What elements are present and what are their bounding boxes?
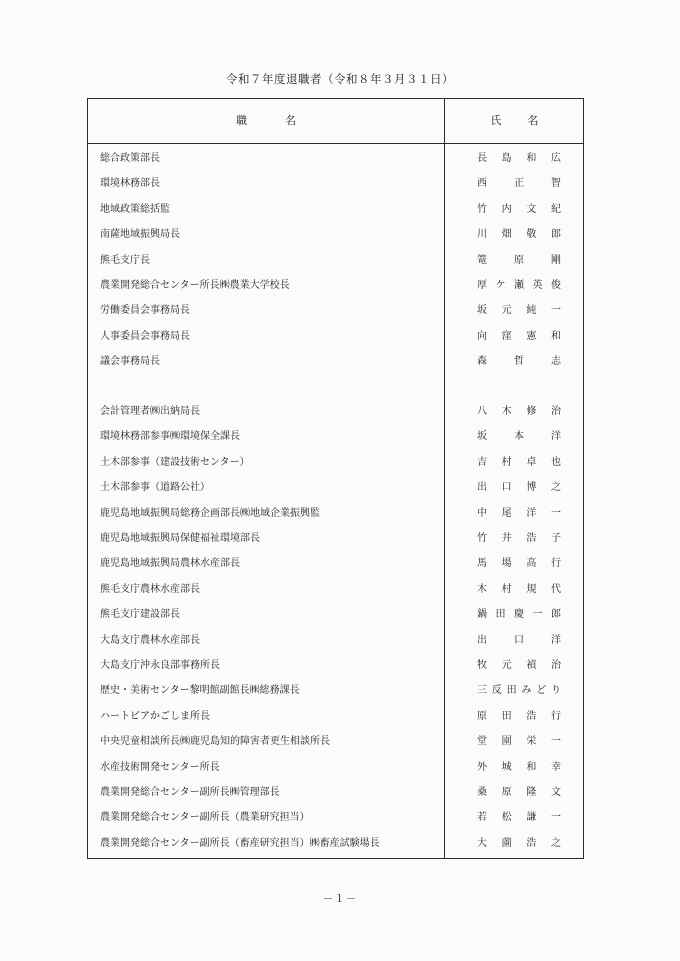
table-row <box>88 605 583 625</box>
post-title: 歴史・美術センター黎明館副館長㈱総務課長 <box>100 685 300 697</box>
table-row <box>88 707 583 727</box>
person-name: 馬場高行 <box>477 558 561 570</box>
person-name: 森哲志 <box>477 356 561 368</box>
person-name: 鍋田慶一郎 <box>477 609 561 621</box>
person-name: 堂園栄一 <box>477 736 561 748</box>
table-row <box>88 478 583 498</box>
table-row <box>88 149 583 169</box>
table-row <box>88 681 583 701</box>
post-title: 農業開発総合センター副所長（畜産研究担当）㈱畜産試験場長 <box>100 837 380 849</box>
post-title: 水産技術開発センター所長 <box>100 761 220 773</box>
header-name: 氏名 <box>490 114 565 127</box>
table-row <box>88 758 583 778</box>
person-name: 篭原剛 <box>477 254 561 266</box>
person-name: 木村規代 <box>477 583 561 595</box>
person-name: 原田浩行 <box>477 710 561 722</box>
post-title: ハートピアかごしま所長 <box>100 710 210 722</box>
post-title: 鹿児島地域振興局農林水産部長 <box>100 558 240 570</box>
post-title: 熊毛支庁長 <box>100 254 150 266</box>
post-title: 労働委員会事務局長 <box>100 305 190 317</box>
table-row <box>88 301 583 321</box>
post-title: 熊毛支庁建設部長 <box>100 609 180 621</box>
person-name: 若松謙一 <box>477 812 561 824</box>
person-name: 出口博之 <box>477 482 561 494</box>
header-post: 職名 <box>236 114 334 127</box>
table-row <box>88 529 583 549</box>
post-title: 地域政策総括監 <box>100 203 170 215</box>
person-name: 吉村卓也 <box>477 456 561 468</box>
table-row <box>88 834 583 854</box>
table-row <box>88 427 583 447</box>
table-row <box>88 631 583 651</box>
table-row <box>88 554 583 574</box>
table-row <box>88 200 583 220</box>
table-row <box>88 225 583 245</box>
person-name: 川畑敬郎 <box>477 229 561 241</box>
post-title: 環境林務部参事㈱環境保全課長 <box>100 431 240 443</box>
header-divider <box>88 143 583 144</box>
post-title: 熊毛支庁農林水産部長 <box>100 583 200 595</box>
post-title: 農業開発総合センター副所長（農業研究担当） <box>100 812 310 824</box>
post-title: 人事委員会事務局長 <box>100 330 190 342</box>
table-row <box>88 402 583 422</box>
person-name: 大薗浩之 <box>477 837 561 849</box>
post-title: 大島支庁沖永良部事務所長 <box>100 660 220 671</box>
person-name: 三反田みどり <box>477 685 561 697</box>
post-title: 土木部参事（道路公社） <box>100 482 210 494</box>
person-name: 坂本洋 <box>477 431 561 443</box>
table-row <box>88 327 583 347</box>
person-name: 向窪憲和 <box>477 330 561 342</box>
post-title: 鹿児島地域振興局保健福祉環境部長 <box>100 533 260 544</box>
person-name: 外城和幸 <box>477 761 561 773</box>
document-title: 令和７年度退職者（令和８年３月３１日） <box>226 72 454 86</box>
person-name: 牧元禎治 <box>477 660 561 671</box>
post-title: 中央児童相談所長㈱鹿児島知的障害者更生相談所長 <box>100 736 330 748</box>
post-title: 議会事務局長 <box>100 356 160 368</box>
table-row <box>88 251 583 271</box>
post-title: 農業開発総合センター副所長㈱管理部長 <box>100 787 280 798</box>
post-title: 南薩地域振興局長 <box>100 229 180 241</box>
table-row <box>88 808 583 828</box>
table-row <box>88 453 583 473</box>
person-name: 長島和広 <box>477 153 561 164</box>
post-title: 農業開発総合センター所長㈱農業大学校長 <box>100 280 290 291</box>
post-title: 大島支庁農林水産部長 <box>100 634 200 646</box>
person-name: 坂元純一 <box>477 305 561 317</box>
person-name: 厚ケ瀬英俊 <box>477 280 561 291</box>
retirees-table <box>87 98 584 859</box>
post-title: 土木部参事（建設技術センター） <box>100 456 250 468</box>
person-name: 桑原隆文 <box>477 787 561 798</box>
post-title: 鹿児島地域振興局総務企画部長㈱地域企業振興監 <box>100 507 320 519</box>
person-name: 竹内文紀 <box>477 203 561 215</box>
table-row <box>88 732 583 752</box>
post-title: 総合政策部長 <box>100 153 160 164</box>
table-row <box>88 504 583 524</box>
table-row <box>88 783 583 803</box>
table-row <box>88 580 583 600</box>
table-row <box>88 276 583 296</box>
table-row <box>88 352 583 372</box>
table-row <box>88 174 583 194</box>
post-title: 環境林務部長 <box>100 178 160 190</box>
person-name: 西正智 <box>477 178 561 190</box>
person-name: 竹井浩子 <box>477 533 561 544</box>
person-name: 八木修治 <box>477 406 561 417</box>
person-name: 出口洋 <box>477 634 561 646</box>
person-name: 中尾洋一 <box>477 507 561 519</box>
page-number: －１－ <box>322 893 358 905</box>
table-row <box>88 656 583 676</box>
post-title: 会計管理者㈱出納局長 <box>100 406 200 417</box>
